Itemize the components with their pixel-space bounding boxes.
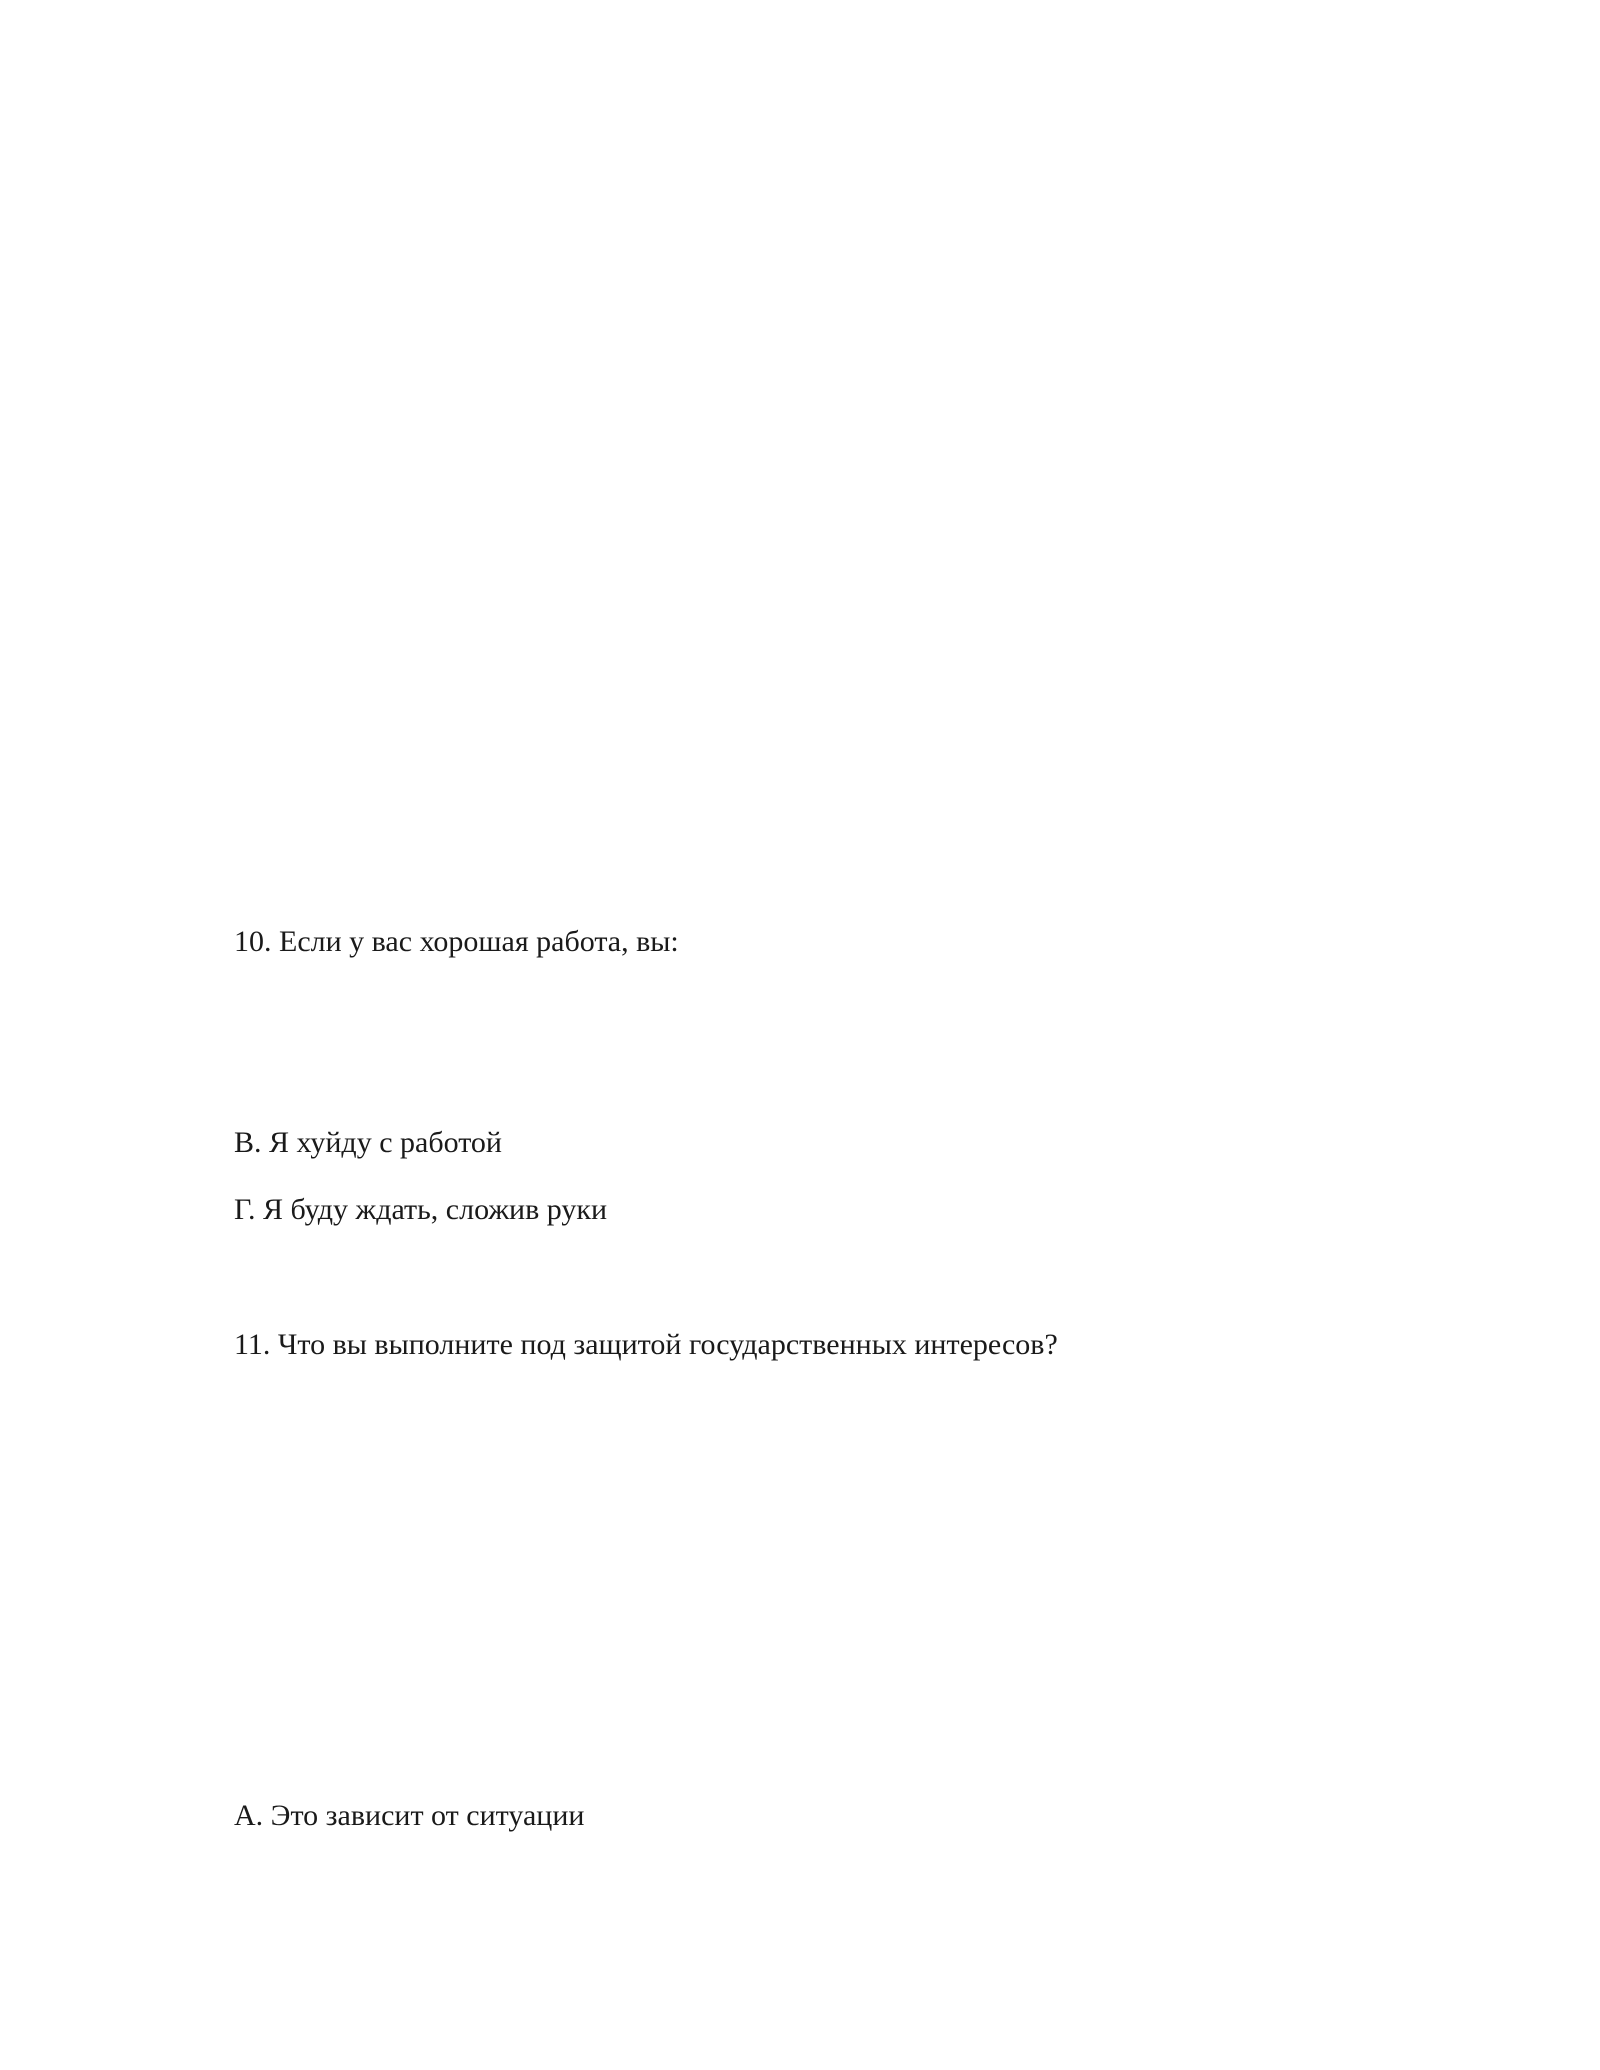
question-11-option-a: А. Это зависит от ситуации — [234, 1799, 585, 1832]
question-11-text: 11. Что вы выполните под защитой государственных интересов? — [234, 1328, 1058, 1361]
question-10-text: 10. Если у вас хорошая работа, вы: — [234, 925, 679, 958]
question-10-option-v: В. Я хуйду с работой — [234, 1126, 502, 1159]
question-10-option-g: Г. Я буду ждать, сложив руки — [234, 1193, 608, 1226]
